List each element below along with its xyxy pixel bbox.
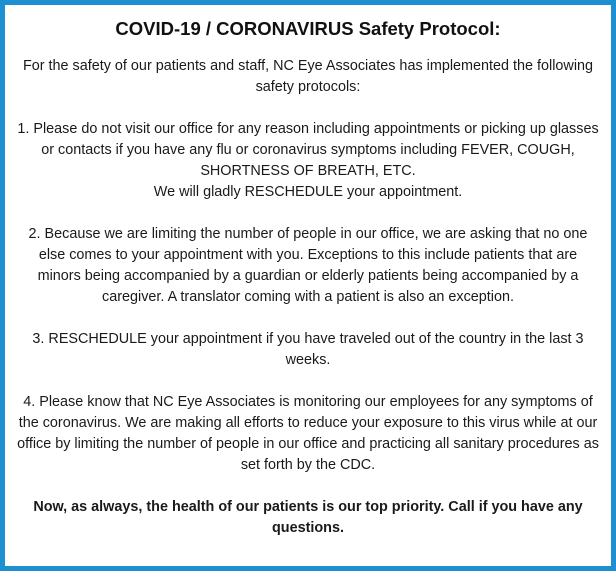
protocol-item-1 xyxy=(17,119,599,203)
notice-title: COVID-19 / CORONAVIRUS Safety Protocol: xyxy=(115,18,501,39)
protocol-item-4: 4. Please know that NC Eye Associates is monitoring our employees for any symptoms of the coronavirus. We are making all efforts to reduce your exposure to this virus while at our office by limiting the number of people in our office and practicing all sanitary procedures as set forth by the CDC. xyxy=(17,394,599,473)
notice-intro: For the safety of our patients and staff, NC Eye Associates has implemented the following safety protocols: xyxy=(22,58,594,95)
protocol-item-2: 2. Because we are limiting the number of people in our office, we are asking that no one else comes to your appointment with you. Exceptions to this include patients that are minors being accompanied by a guardian or elderly patients being accompanied by a caregiver. A translator coming with a patient is also an exception. xyxy=(28,226,588,305)
notice-closing: Now, as always, the health of our patients is our top priority. Call if you have any questions. xyxy=(33,499,583,536)
protocol-item-1-text: 1. Please do not visit our office for any reason including appointments or picking up glasses or contacts if you have any flu or coronavirus symptoms including FEVER, COUGH, SHORTNESS OF BREATH, ETC. xyxy=(17,121,599,179)
protocol-item-3: 3. RESCHEDULE your appointment if you have traveled out of the country in the last 3 weeks. xyxy=(32,331,584,368)
protocol-item-1-reschedule-note: We will gladly RESCHEDULE your appointment. xyxy=(153,184,463,200)
